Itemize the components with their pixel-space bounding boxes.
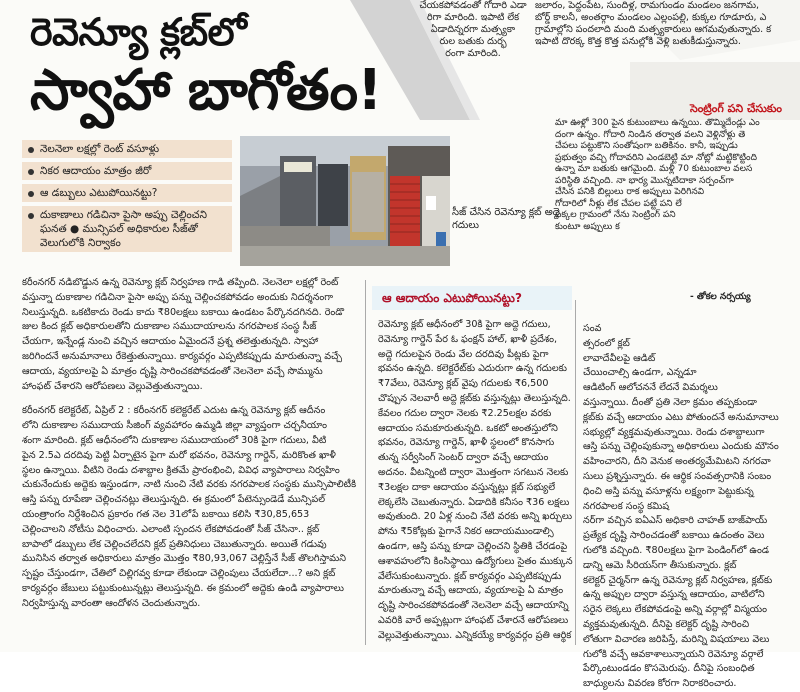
text-line: కుంటూ అప్పులు క xyxy=(555,221,620,232)
text-line: సంవ xyxy=(583,323,602,334)
bullet-dot-icon xyxy=(28,191,34,197)
text-line: బోర్డ్ కాలనీ, అంతర్గాం మండలం ఎల్లంపల్లి, కుక్కల గూడూరు, ఎ xyxy=(535,12,767,23)
text-line: చెల్లించాలని నోటీసు విధించారు. ఎలాంటి స్పందన లేకపోవడంతో సీజ్ చేసినా.. క్లబ్ xyxy=(22,523,320,535)
text-line: రెవెన్యూ క్లబ్ ఆధీనంలో 30కి పైగా అద్దె గదులు, xyxy=(378,319,551,330)
bullet-dot-icon xyxy=(28,169,34,175)
text-line: చుకునేందుకు అద్దెకు ఇస్తుండగా, నాటి నుంచి నేటి వరకు నగరపాలక సంస్థకు మున్సిపాలిటీకి xyxy=(22,479,357,491)
text-line: నగరపాలక సంస్థ కమిష xyxy=(583,500,670,512)
text-line: జలారం, పెద్దంపేట, సుందిళ్ల, రామగుండం మండలం జనగామ, xyxy=(535,0,760,11)
text-line: ప్రత్యేక దృష్టి సారించడంతో బకాయి ఉదంతం వెలు xyxy=(583,530,765,542)
sidebar-box-signature: - తోకల నర్సయ్య xyxy=(690,292,751,302)
top-right-column xyxy=(535,0,797,48)
text-line: బాపాలో డబ్బులు లేక చెల్లించలేదని క్లబ్ ప్రతినిధులు చెబుతున్నారు. అయితే గడువు xyxy=(22,538,327,550)
text-line: చేయకపోవడంతో గోదారి ఎడా xyxy=(419,0,527,11)
text-line: లోతుగా విచారణ జరిపిస్తే, మరిన్ని విషయాలు వెలు xyxy=(583,633,770,645)
text-line: వేలేసుకుంటున్నారు. క్లబ్ కార్యవర్గం ఎప్పటికప్పుడు xyxy=(378,570,562,582)
bullet-text: దుకాణాలు గడిచినా పైసా అప్పు చెల్లించని ఘనత ● మున్సిపల్ అధికారుల సీజ్‌తో వెలుగులోకి నిర్వాకం xyxy=(40,209,207,249)
text-line: కలెక్టర్ చైర్మన్‌గా ఉన్న రెవెన్యూ క్లబ్ నిర్వహణ, క్లబ్‌కు xyxy=(583,574,773,586)
bullet-dot-icon xyxy=(28,147,34,153)
text-line: కరీంనగర్ కలెక్టరేట్, ఏప్రిల్ 2 : కరీంనగర్ కలెక్టరేట్ ఎదుట ఉన్న రెవెన్యూ క్లబ్ ఆదీనం xyxy=(22,405,326,417)
text-line: జుల కింద క్లబ్ అధికారులతోని దుకాణాల సముదాయాలను నగరపాలక సంస్థ సీజ్ xyxy=(22,321,317,333)
sidebar-box-heading: సెంట్రింగ్ పని చేసుకుం xyxy=(690,102,782,115)
text-line: రుల బతుకు దుర్భ xyxy=(439,36,507,47)
text-line: ప్రభుత్వం వచ్చి గోదావరిని ఎండబెట్టి మా నోట్లో మట్టికొట్టింది xyxy=(555,152,757,163)
text-line: గులోకి వచ్చే ఆవకాశాలున్నాయని రెవెన్యూ వర్గాలే xyxy=(583,648,764,660)
text-line: రిగా మారింది. ఇపాటి లేక xyxy=(426,12,520,23)
text-line: ఆస్తి పన్ను చెల్లింపుకున్నా అధికారులు ఎందుకు మౌనం xyxy=(583,441,779,453)
text-line: స్థలం ఉన్నాయి. వీటిని రెండు దశాబ్దాల క్రితమే ప్రారంభించి, వివిధ వ్యాపారాలు నిర్వహిం xyxy=(22,464,340,476)
text-line: నిర్వహిస్తున్న వారంతా ఆందోళన చెందుతున్నారు. xyxy=(22,597,201,609)
text-line: అదనం. వీటన్నింటి ద్వారా మొత్తంగా సగటున నెలకు xyxy=(378,466,569,478)
column-divider xyxy=(365,280,366,645)
text-line: నర్‌గా వచ్చిన ఐఏఎస్ అధికారి చాహత్ బాజ్‌పాయ్ xyxy=(583,515,768,527)
text-line: లోని దుకాణాల సముదాయ సీజింగ్ వ్యవహారం ఉమ్మడి జిల్లా వ్యాప్తంగా చర్చనీయాం xyxy=(22,420,328,432)
text-line: జరిగిందనే అనుమానాలు రేకెత్తుతున్నాయి. కార్యవర్గం ఎప్పటికప్పుడు మారుతున్నా వచ్చే xyxy=(22,350,343,362)
highlight-bullets xyxy=(22,140,232,256)
text-line: కేవలం గదుల ద్వారా నెలకు ₹2.25లక్షల వరకు xyxy=(378,407,552,419)
headline-line-2: స్వాహా బాగోతం! xyxy=(30,58,382,123)
text-line: గులోకి వచ్చింది. ₹80లక్షలు పైగా పెండింగ్‌లో ఉండ xyxy=(583,544,770,556)
text-line: ₹3లక్షల దాకా ఆదాయం వస్తున్నట్లు క్లబ్ సభ్యులే xyxy=(378,481,555,493)
text-line: పేర్కొంటుండడం కొసమెరుపు. దీనిపై సంబంధిత xyxy=(583,663,755,675)
text-line: లావాదేవీలపై ఆడిట్ xyxy=(583,352,656,364)
text-line: హాంఫట్ చేశారని ఆరోపణలు వెల్లువెత్తుతున్నాయి. xyxy=(22,380,203,392)
text-line: వెల్లువెత్తుతున్నాయి. ఎన్నికయ్యే కార్యవర్గం ప్రతి ఆర్థిక xyxy=(378,629,572,641)
text-line: చొప్పున నెలవారీ అద్దె క్లబ్‌కు వస్తున్నట్లు తెలుస్తున్నది. xyxy=(378,392,571,404)
text-line: వస్తున్నా దుకాణాల గడిచినా పైసా అప్పు పన్ను చెల్లించకపోవడం అందుకు నిదర్శనంగా xyxy=(22,291,334,303)
bullet-item xyxy=(22,162,232,180)
text-line: సరైన లెక్కలు లేకపోవడంపై అన్ని వర్గాల్లో విస్మయం xyxy=(583,604,767,616)
text-line: పోను ₹5కోట్లకు పైగానే నికర ఆదాయముండాల్సి xyxy=(378,526,554,538)
text-line: రెవెన్యూ గార్డెన్ పేర ఓ ఫంక్షన్ హాల్, ఖాళీ ప్రదేశం, xyxy=(378,333,558,345)
article-column-left xyxy=(22,276,357,646)
text-line: వహించారని, దీని వెనుక అంతర్యమేమిటని నగరవా xyxy=(583,456,771,468)
text-line: పక్కల గ్రామంలో నేను సెంట్రింగ్ పని xyxy=(555,210,676,220)
text-line: త్సరంలో క్లబ్ xyxy=(583,337,630,349)
text-line: పైన 2.5ఎ దరదివు పెట్టి ఏర్పాటైన పైగా మరో భవనం, రెవెన్యూ గార్డెన్, మరికొంత ఖాళీ xyxy=(22,449,336,461)
article-column-right xyxy=(583,322,779,690)
text-line: ఏడాదిన్నరగా మత్స్యకా xyxy=(430,24,516,35)
text-line: గోదారిలో నీళ్లు లేక చేపల పట్టే పని లే xyxy=(555,198,682,209)
text-line: లెక్కలేసి చెబుతున్నారు. ఏడాదికి కనీసం ₹36 లక్షలు xyxy=(378,496,570,508)
text-line: కరీంనగర్ నడిబొడ్డున ఉన్న రెవెన్యూ క్లబ్ నిర్వహణ గాడి తప్పింది. నెలనెలా లక్షల్లో రెంట్ xyxy=(22,277,339,288)
article-column-middle xyxy=(378,318,573,648)
text-line: ఉండగా, ఆస్తి పన్ను కూడా చెల్లించని స్థితికి చేరడంపై xyxy=(378,540,568,552)
text-line: మా ఊళ్లో 300 పైన కుటుంబాలు ఉన్నయి. తొమ్మిదేండ్లు ఎం xyxy=(555,118,760,128)
text-line: ఆశావహులోని కింసిస్థాయి ఉద్యోగులు సైతం ముక్కున xyxy=(378,555,573,567)
text-line: ₹7వేలు, రెవెన్యూ క్లబ్ వైపు గదులకు ₹6,500 xyxy=(378,378,549,390)
text-line: పరిస్థితి వచ్చింది. నా భార్య మొన్నటిదాకా సర్పంచ్‌గా xyxy=(555,175,734,186)
text-line: వస్తున్నాయి. దీంతో ప్రతి నెలా క్రమం తప్పకుండా xyxy=(583,396,757,408)
text-line: చేసిన పనికి బిల్లులు రాక అప్పులు పెరిగినవి xyxy=(555,187,705,197)
sidebar-box-body xyxy=(555,118,800,303)
text-line: క్లబ్‌కు వచ్చే ఆదాయం ఎటు పోతుందనే అనుమానాలు xyxy=(583,411,779,423)
text-line: చేపలు పట్టుకొని సంతోషంగా బతికినం. కానీ, ఇప్పుడు xyxy=(555,141,738,151)
sealed-shops-photo xyxy=(240,136,450,266)
text-line: భవనం, రెవెన్యూ గార్డెన్, ఖాళీ స్థలంలో కొనసాగు xyxy=(378,437,555,449)
text-line: ఎవరికి వారే అప్పట్లుగా హాంఫట్ చేశారనే ఆరోపణలు xyxy=(378,614,569,626)
text-line: గ్రామాల్లోని పందలాది మంది మత్స్యకారులు ఆగమవుతున్నారు. క xyxy=(535,24,772,35)
headline-line-1: రెవెన్యూ క్లబ్‌లో xyxy=(30,10,247,54)
text-line: నిలుస్తున్నది. ఒకటికాదు రెండు కాదు ₹80లక్షలు బకాయి ఉండటం పేర్కొనదగినది. రెండొ xyxy=(22,306,345,318)
text-line: చేయించాల్సి ఉండగా, ఎన్నడూ xyxy=(583,367,697,379)
text-line: బాధ్యులను వివరణ కోరగా నిరాకరించారు. xyxy=(583,678,737,690)
text-line: ఆదాయ, వ్యయాలపై ఏ మాత్రం దృష్టి సారించకపోవడంతో నెలనెలా వచ్చే సొమ్మును xyxy=(22,365,323,377)
text-line: యంత్రాంగం నిర్దేశించిన ప్రకారం గత నెల 31లోపే బకాయి కలిసి ₹30,85,653 xyxy=(22,508,310,520)
text-line: ఆస్తి పన్ను రూపేణా చెల్లించనట్లు తెలుస్తున్నది. ఈ క్రమంలో పేటెన్సుండెడే మున్సిపల్ xyxy=(22,494,326,506)
bullet-dot-icon xyxy=(28,213,34,219)
text-line: మునిసిన తర్వాత అధికారులు మాత్రం మొత్తం ₹80,93,067 చెల్లిస్తేనే సీజ్ తొలగిస్తామని xyxy=(22,553,347,565)
text-line: దంగా ఉన్నం. గోదారి నిండిన తర్వాత వలని వెళ్లినోళ్లు తె xyxy=(555,129,746,140)
text-line: ధించి అస్తి పన్ను వసూళ్లను లక్ష్యంగా పెట్టుకున్న xyxy=(583,485,754,497)
text-line: డాన్ని ఆమె సీరియస్‌గా తీసుకున్నారు. క్లబ్ xyxy=(583,559,737,571)
text-line: అవుతుంది. 20 ఏళ్ల నుంచి నేటి వరకు అన్ని ఖర్చులు xyxy=(378,511,573,523)
text-line: తున్న సర్వీసింగ్ సెంటర్ ద్వారా వచ్చే ఆదాయం xyxy=(378,452,549,464)
sub-heading: ఆ ఆదాయం ఎటుపోయినట్టు? xyxy=(372,286,572,310)
text-line: కార్యవర్గం జేబులు పట్టుకుంటున్నట్లు తెలుస్తున్నది. ఈ క్రమంలో అద్దెకు ఉండి వ్యాపారాలు xyxy=(22,582,344,594)
bullet-text: నికర ఆదాయం మాత్రం జీరో xyxy=(40,165,152,177)
text-line: ఆదాయం సమకూరుతున్నది. ఒకటో అంతస్తులోని xyxy=(378,422,558,434)
text-line: స్పష్టం చేస్తుండగా, చేతిలో చిల్లిగవ్వ కూడా లేకుండా చెల్లింపులు చేయలేదా...? అని క్లబ్ xyxy=(22,568,336,580)
photo-caption: సీజ్ చేసిన రెవెన్యూ క్లబ్ అద్దె గదులు xyxy=(452,207,560,231)
text-line: చేయగా, ఇన్నేండ్ల నుంచి వచ్చిన ఆదాయం ఏమైందనే ప్రశ్న తలెత్తుతున్నది. స్వాహా xyxy=(22,336,319,348)
text-line: అద్దె గదులపైన రెండు వేల దరదివు పీట్లకు పైగా xyxy=(378,348,549,360)
text-line: భవనం ఉన్నది. కలెక్టరేట్‌కు ఎదురుగా ఉన్న గదులకు xyxy=(378,363,567,375)
paragraph-gap xyxy=(22,394,352,404)
bullet-item xyxy=(22,140,232,158)
text-line: ఇపాటి దొరక్క కొత్త కొత్త పనుల్లోకి వెళ్లి బతుకీడుస్తున్నారు. xyxy=(535,36,741,47)
text-line: దృష్టి సారించకపోవడంతో నెలనెలా వచ్చే ఆదాయాన్ని xyxy=(378,600,569,612)
bullet-text: నెలనెలా లక్షల్లో రెంట్ వసూళ్లు xyxy=(40,143,160,155)
text-line: ఉన్నా మా బతుకు ఆగమైంది. మళ్లీ 70 కుటుంబాల వలస xyxy=(555,164,753,174)
column-divider xyxy=(575,300,576,645)
text-line: రంగా మారింది. xyxy=(445,48,501,59)
bullet-text: ఆ డబ్బులు ఎటుపోయినట్టు? xyxy=(40,187,158,199)
text-line: శంగా మారింది. క్లబ్ ఆధీనంలోని దుకాణాల సముదాయంలో 30కి పైగా గదులు, వీటి xyxy=(22,434,327,446)
text-line: సభ్యుల్లో వ్యక్తమవుతున్నాయి. రెండు దశాబ్దాలుగా xyxy=(583,426,765,438)
bullet-item xyxy=(22,206,232,252)
text-line: మారుతున్నా వచ్చే ఆదాయ, వ్యయాలపై ఏ మాత్రం xyxy=(378,585,564,597)
text-line: సులు ప్రశ్నిస్తున్నారు. ఈ ఆర్థిక సంవత్సరానికి సంబం xyxy=(583,470,772,482)
top-continued-column xyxy=(413,0,533,60)
text-line: ఆడిటింగ్ ఆలోచననే లేదనే విమర్శలు xyxy=(583,382,718,394)
text-line: ఉన్న అప్పుల ద్వారా వస్తున్న ఆదాయం, వాటిలోని xyxy=(583,589,765,601)
bullet-item xyxy=(22,184,232,202)
text-line: వ్యక్తమవుతున్నది. దీనిపై కలెక్టర్ దృష్టి సారించి xyxy=(583,618,750,630)
